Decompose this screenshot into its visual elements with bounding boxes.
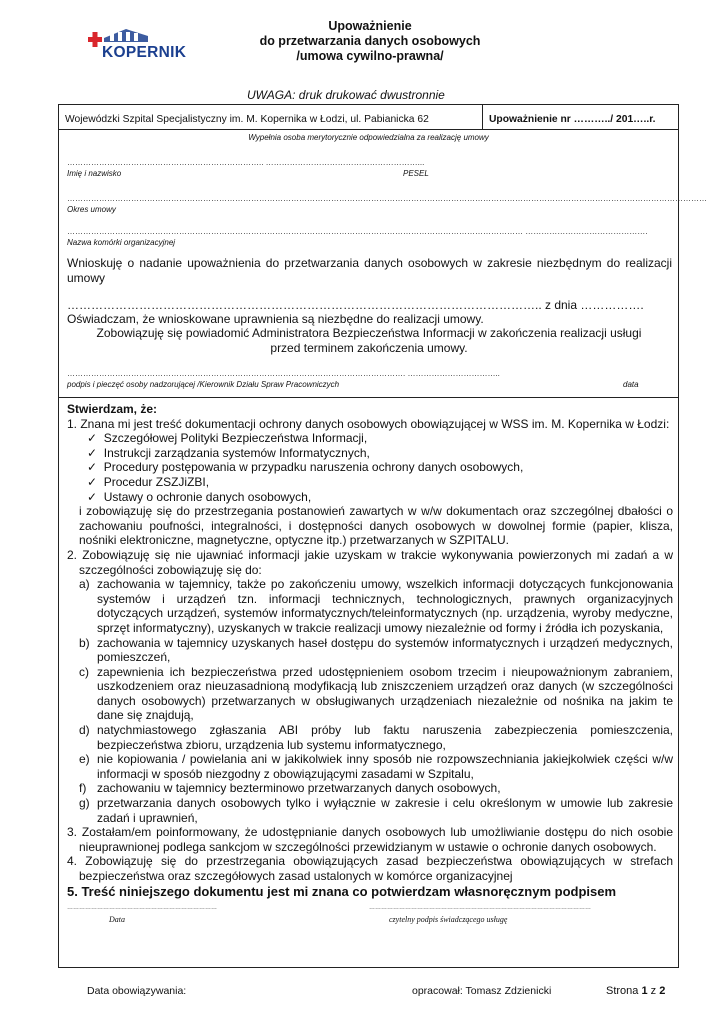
check-icon: ✓: [87, 460, 104, 475]
date-label: data: [623, 380, 639, 389]
confirm-item-1: 1. Znana mi jest treść dokumentacji ochrony danych osobowych obowiązującej w WSS im. M. Kopernika w Łodzi:: [67, 416, 670, 431]
checklist-item: ✓ Instrukcji zarządzania systemów Informatycznych,: [87, 445, 370, 460]
form-frame: [58, 104, 707, 968]
title-line-1: Upoważnienie: [328, 19, 412, 33]
supervisor-field[interactable]: ………………………………………………………………………………………………………………. ……………………………..: [67, 369, 500, 378]
footer-validity: Data obowiązywania:: [87, 985, 187, 997]
declaration-2: Zobowiązuję się powiadomić Administratora Bezpieczeństwa Informacji w zakończenia realizacji usługi przed terminem zakończenia umowy.: [96, 326, 642, 355]
confirm-item-3: 3. Zostałam/em poinformowany, że udostępnianie danych osobowych lub umożliwianie dostępu do nich osobie nieuprawnionej podlega sankcjom w szczególności przewidzianym w ustawie o ochronie danych osobowych.: [67, 825, 673, 854]
checklist-item: ✓ Procedury postępowania w przypadku naruszenia ochrony danych osobowych,: [87, 460, 524, 475]
confirm-heading: Stwierdzam, że:: [67, 402, 158, 416]
filled-by-note: Wypełnia osoba merytorycznie odpowiedzialna za realizację umowy: [248, 133, 489, 142]
section-divider: [59, 397, 678, 398]
request-date-field[interactable]: ……………………………………………………………………………………………………….. z dnia …………….: [67, 298, 644, 312]
signature-date-label: Data: [109, 915, 125, 924]
confirm-item-5: 5. Treść niniejszego dokumentu jest mi znana co potwierdzam własnoręcznym podpisem: [67, 883, 617, 899]
name-pesel-field[interactable]: ……………………………………………………………….. …………………………………………………...: [67, 158, 425, 167]
sub-item: b) zachowania w tajemnicy uzyskanych haseł dostępu do systemów informatycznych i urządzeń medycznych, pomieszczeń,: [79, 635, 673, 665]
title-line-3: /umowa cywilno-prawna/: [296, 49, 444, 63]
sub-item: f) zachowaniu w tajemnicy bezterminowo przetwarzanych danych osobowych,: [79, 781, 501, 796]
unit-label: Nazwa komórki organizacyjnej: [67, 238, 176, 247]
print-note: UWAGA: druk drukować dwustronnie: [247, 88, 445, 102]
title-line-2: do przetwarzania danych osobowych: [259, 34, 481, 48]
logo-text: KOPERNIK: [102, 44, 187, 61]
checklist-item: ✓ Procedur ZSZJiZBI,: [87, 474, 210, 489]
check-icon: ✓: [87, 489, 104, 504]
sub-item: c) zapewnienia ich bezpieczeństwa przed udostępnieniem osobom trzecim i nieupoważnionym zabraniem, uszkodzeniem oraz nieuzasadnioną modyfikacją lub zniszczeniem urządzeń oraz danych (w szczególności danych osobowych) przetwarzanych w obsługiwanych urządzeniach niezależnie od nośnika na jakim te dane się znajdują,: [79, 664, 673, 723]
confirm-item-2: 2. Zobowiązuję się nie ujawniać informacji jakie uzyskam w trakcie wykonywania powierzonych mi zadań a w szczególności zobowiązuję się do:: [67, 547, 673, 577]
sub-item: a) zachowania w tajemnicy, także po zakończeniu umowy, wszelkich informacji dotyczących funkcjonowania systemów i urządzeń tzn. informacji technicznych, technologicznych, prawnych organizacyjnych dotyczących urządzeń, systemów informatycznych/teleinformatycznych (np. urządzenia, wyroby medyczne, sprzęt informatyczny), uzyskanych w trakcie realizacji umowy niezależnie od formy i źródła ich pozyskania,: [79, 577, 673, 635]
request-text: Wnioskuję o nadanie upoważnienia do przetwarzania danych osobowych w zakresie niezbędnym do realizacji umowy: [67, 256, 672, 285]
period-field[interactable]: ……………………………………………………………………………………………………………………………………………………………………………………………………………………: [67, 194, 707, 203]
signature-label: czytelny podpis świadczącego usługę: [389, 915, 508, 924]
row-divider: [59, 129, 678, 130]
period-label: Okres umowy: [67, 205, 116, 214]
hospital-logo: [86, 24, 194, 66]
page-indicator: Strona 1 z 2: [606, 985, 666, 997]
confirmation-section: [67, 402, 673, 900]
check-icon: ✓: [87, 474, 104, 489]
sub-item: d) natychmiastowego zgłaszania ABI próby lub faktu naruszenia zabezpieczenia pomieszczenia, bezpieczeństwa zbioru, urządzenia lub systemu informatycznego,: [79, 723, 673, 752]
supervisor-label: podpis i pieczęć osoby nadzorującej /Kierownik Działu Spraw Pracowniczych: [67, 380, 340, 389]
header-divider: [482, 105, 483, 129]
sub-item: e) nie kopiowania / powielania ani w jakikolwiek inny sposób nie rozpowszechniania jakiejkolwiek części w/w informacji w sposób niezgodny z obowiązującymi zasadami w Szpitalu,: [79, 752, 673, 781]
signature-field[interactable]: …………………………………………………………………………………………………: [369, 905, 591, 911]
confirm-item-1-continuation: i zobowiązuję się do przestrzegania postanowień zawartych w w/w dokumentach oraz szczególnej dbałości o zachowaniu poufności, integralności, i dostępności danych osobowych w dowolnej formie (papier, klisza, nośniki elektroniczne, magnetyczne, optyczne itp.) przetwarzanych w SZPITALU.: [79, 504, 673, 548]
signature-date-field[interactable]: …………………………………………………………………: [67, 905, 217, 911]
hospital-name: Wojewódzki Szpital Specjalistyczny im. M. Kopernika w Łodzi, ul. Pabianicka 62: [65, 114, 429, 125]
declaration-1: Oświadczam, że wnioskowane uprawnienia są niezbędne do realizacji umowy.: [67, 312, 484, 326]
sub-item: g) przetwarzania danych osobowych tylko i wyłącznie w zakresie i celu określonym w umowie lub zakresie zadań i uprawnień,: [79, 796, 673, 825]
footer-author: opracował: Tomasz Zdzienicki: [412, 985, 552, 997]
sub-list: [67, 577, 673, 825]
check-icon: ✓: [87, 445, 104, 460]
checklist: [67, 431, 673, 504]
confirm-item-4: 4. Zobowiązuję się do przestrzegania obowiązujących zasad bezpieczeństwa obowiązujących w strefach bezpieczeństwa oraz szczegółowych zasad ustalonych w komórce organizacyjnej: [67, 854, 673, 883]
checklist-item: ✓ Szczegółowej Polityki Bezpieczeństwa Informacji,: [87, 431, 368, 446]
document-title: [220, 19, 520, 64]
authorization-number: Upoważnienie nr ………../ 201…..r.: [489, 114, 656, 125]
unit-field[interactable]: ……………………………………………………………………………………………………………………………………………………… ……………………………………….: [67, 227, 648, 236]
pesel-label: PESEL: [403, 169, 429, 178]
checklist-item: ✓ Ustawy o ochronie danych osobowych,: [87, 489, 312, 504]
name-label: Imię i nazwisko: [67, 169, 122, 178]
check-icon: ✓: [87, 431, 104, 446]
